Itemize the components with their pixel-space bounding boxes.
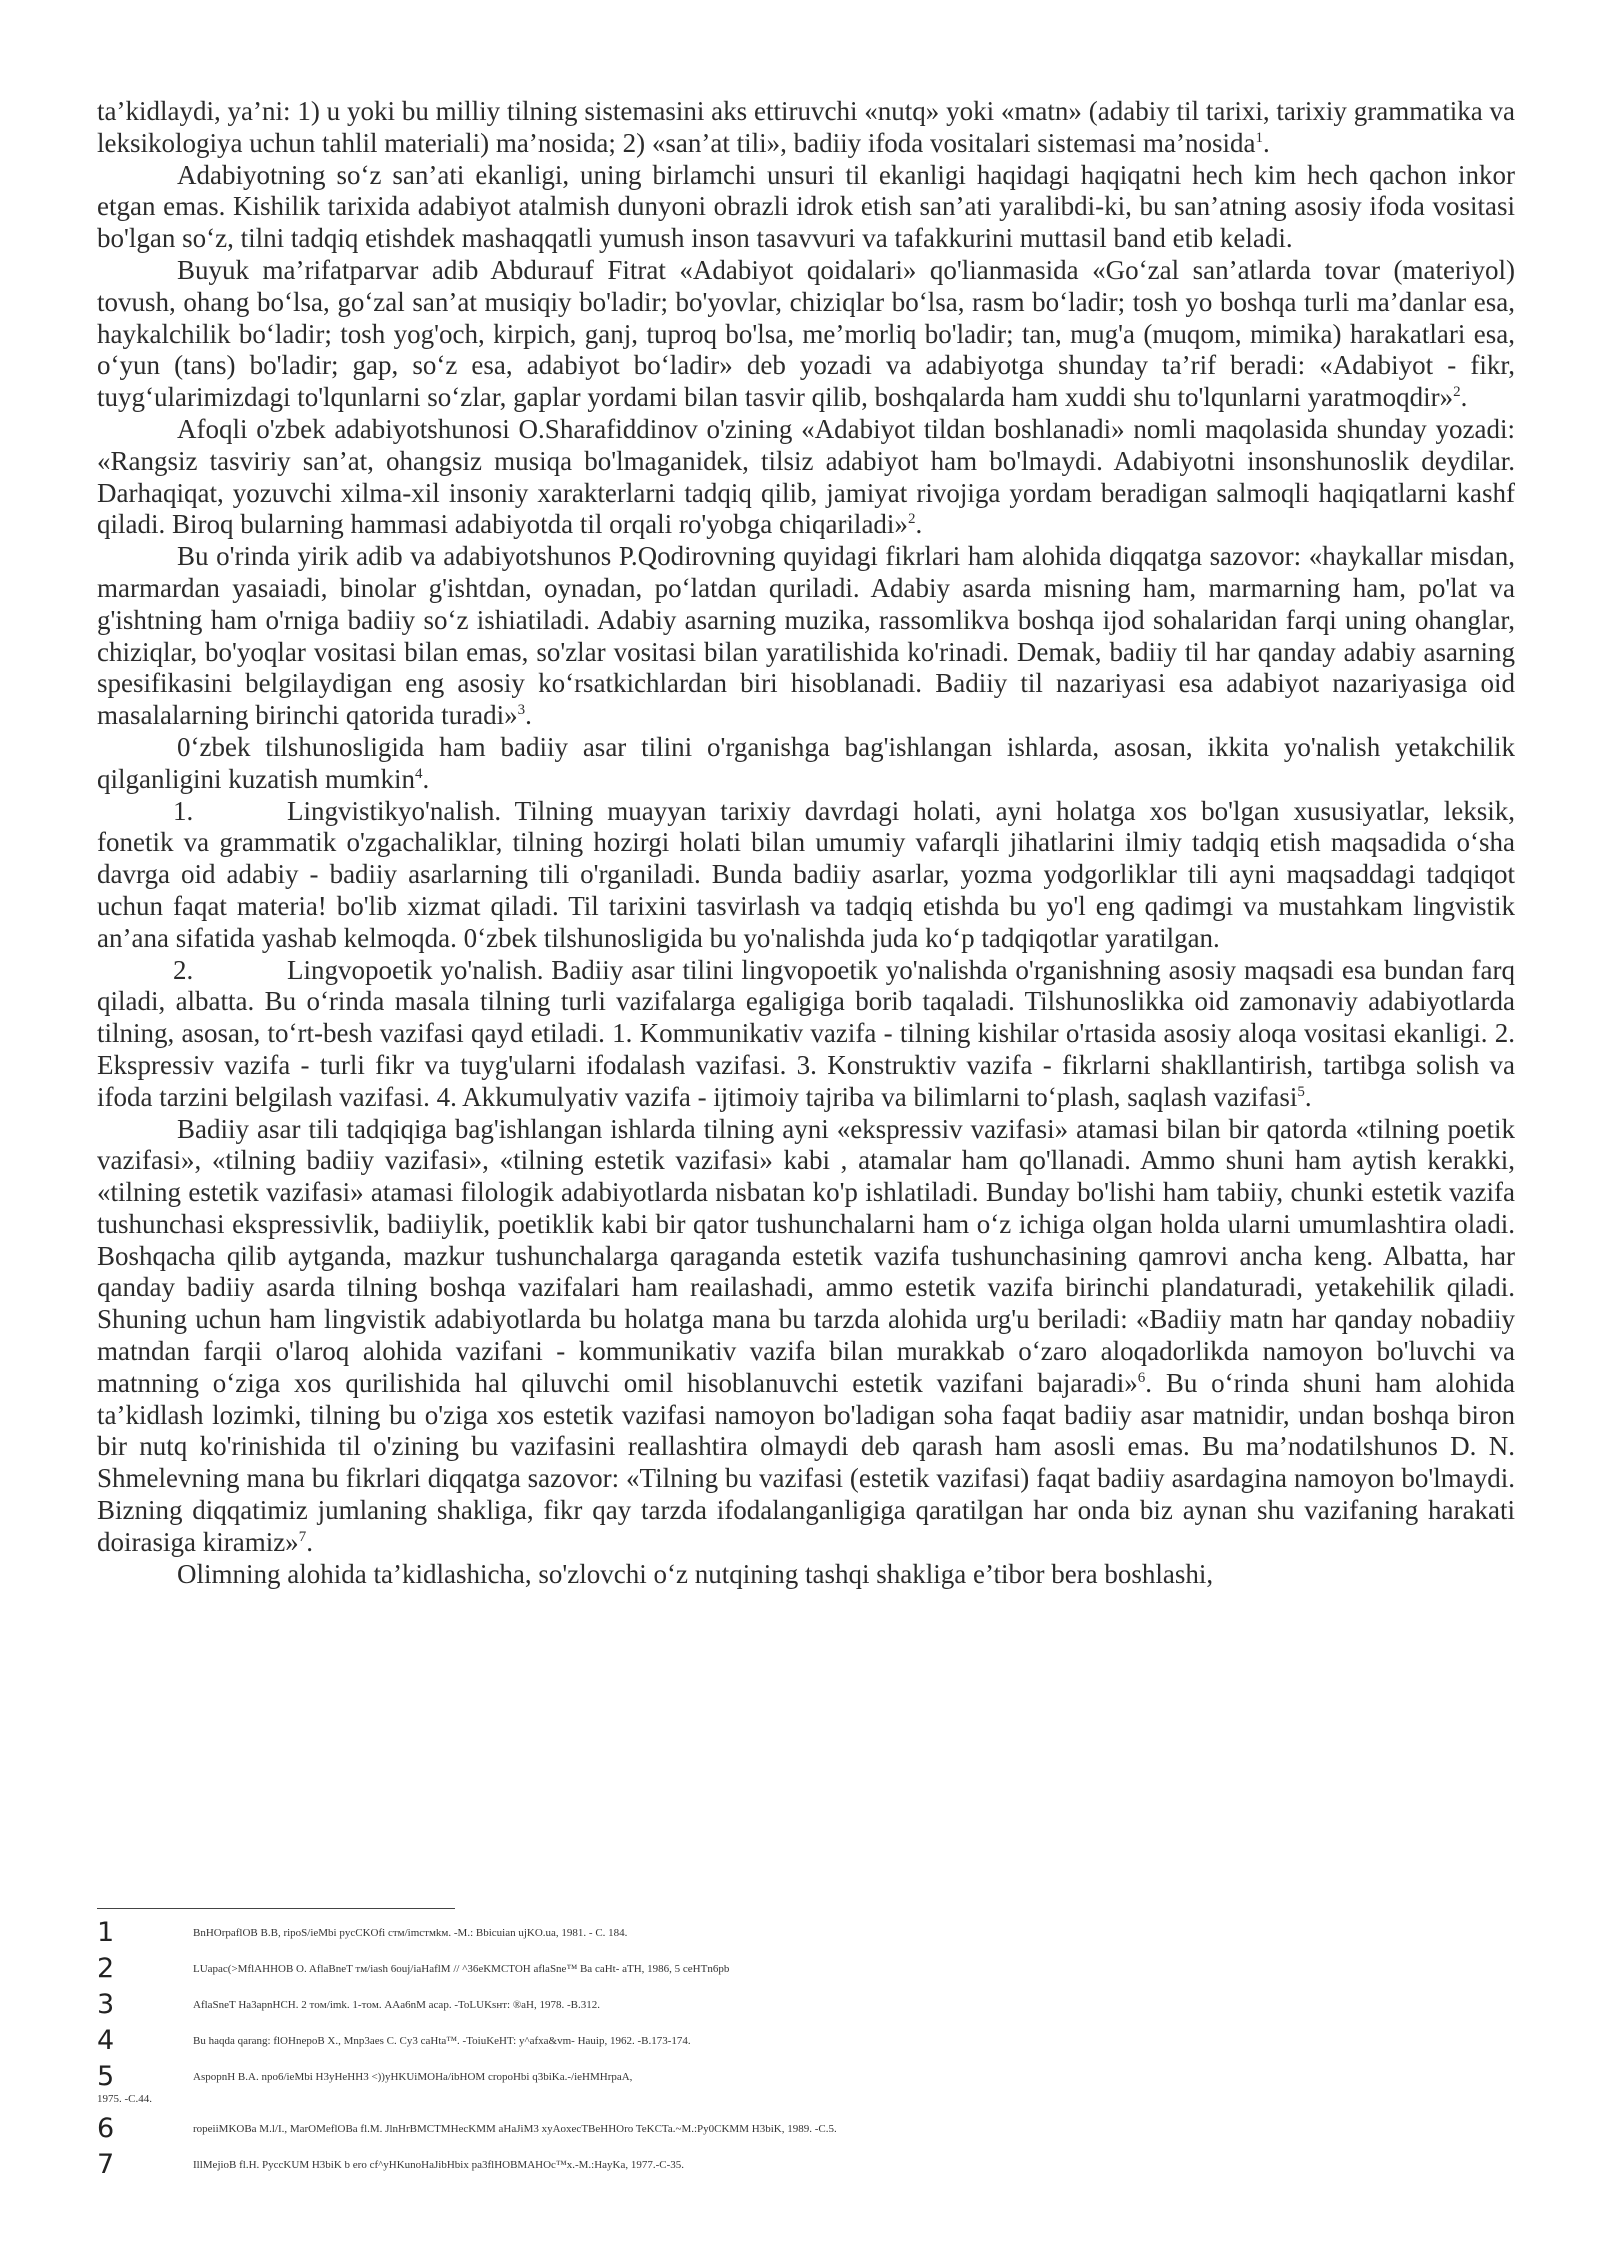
- paragraph-6: 0‘zbek tilshunosligida ham badiiy asar tilini o'rganishga bag'ishlangan ishlarda, asosan, ikkita yo'nalish yetakchilik qilganligini kuzatish mumkin$^4$.: [97, 731, 1515, 794]
- numbered-item-2: 2. Lingvopoetik yo'nalish. Badiiy asar tilini lingvopoetik yo'nalishda o'rganishning asosiy maqsadi esa bundan farq qiladi, albatta. Bu o‘rinda masala tilning turli vazifalarga egaligiga borib taqaladi. Tilshunoslikka oid zamonaviy adabiyotlarda tilning, asosan, to‘rt-besh vazifasi qayd etiladi. 1. Kommunikativ vazifa - tilning kishilar o'rtasida asosiy aloqa vositasi ekanligi. 2. Ekspressiv vazifa - turli fikr va tuyg'ularni ifodalash vazifasi. 3. Konstruktiv vazifa - fikrlarni shakllantirish, tartibga solish va ifoda tarzini belgilash vazifasi. 4. Akkumulyativ vazifa - ijtimoiy tajriba va bilimlarni to‘plash, saqlash vazifasi$^5$.: [97, 954, 1515, 1112]
- numbered-item-1: 1. Lingvistikyo'nalish. Tilning muayyan tarixiy davrdagi holati, ayni holatga xos bo'lgan xususiyatlar, leksik, fonetik va grammatik o'zgachaliklar, tilning hozirgi holati bilan umumiy vafarqli jihatlarini ilmiy tadqiq etish maqsadida o‘sha davrga oid adabiy - badiiy asarlarning tili o'rganiladi. Bunda badiiy asarlar, yozma yodgorliklar tili ayni maqsaddagi tadqiqot uchun faqat materia! bo'lib xizmat qiladi. Til tarixini tasvirlash va tadqiq etishda bu yo'l eng qadimgi va mustahkam lingvistik an’ana sifatida yashab kelmoqda. 0‘zbek tilshunosligida bu yo'nalishda juda ko‘p tadqiqotlar yaratilgan.: [97, 795, 1515, 953]
- footnote-7: 7 IllMejioB fl.H. PyccKUM H3biK b ero cf^yHKunoHaJibHbix pa3flHOBMAHOc™x.-M.:HayKa, 1977.-C-35.: [97, 2149, 685, 2180]
- paragraph-4: Afoqli o'zbek adabiyotshunosi O.Sharafiddinov o'zining «Adabiyot tildan boshlanadi» nomli maqolasida shunday yozadi: «Rangsiz tasviriy san’at, ohangsiz musiqa bo'lmaganidek, tilsiz adabiyot ham bo'lmaydi. Adabiyotni insonshunoslik deydilar. Darhaqiqat, yozuvchi xilma-xil insoniy xarakterlarni tadqiq qilib, jamiyat rivojiga yordam beradigan salmoqli haqiqatlarni kashf qiladi. Biroq bularning hammasi adabiyotda til orqali ro'yobga chiqariladi»$^2$.: [97, 413, 1515, 540]
- footnote-6: 6 ropeiiMKOBa M.l/I., MarOMeflOBa fl.M. JlnHrBMCTMHecKMM aHaJiM3 xyAoxecTBeHHOro TeKCTa.~M.:Py0CKMM H3biK, 1989. -C.5.: [97, 2113, 837, 2144]
- paragraph-1: ta’kidlaydi, ya’ni: 1) u yoki bu milliy tilning sistemasini aks ettiruvchi «nutq» yoki «matn» (adabiy til tarixi, tarixiy grammatika va leksikologiya uchun tahlil materiali) ma’nosida; 2) «san’at tili», badiiy ifoda vositalari sistemasi ma’nosida$^1$.: [97, 96, 1515, 158]
- footnote-ref: 1: [1255, 129, 1263, 146]
- item-number: 2.: [173, 954, 194, 985]
- document-body: [97, 96, 1515, 1590]
- footnote-ref: 2: [1453, 384, 1461, 401]
- footnote-ref: 4: [414, 765, 423, 782]
- item-number: 1.: [173, 795, 194, 826]
- paragraph-9: Badiiy asar tili tadqiqiga bag'ishlangan ishlarda tilning ayni «ekspressiv vazifasi» atamasi bilan bir qatorda «tilning poetik vazifasi», «tilning badiiy vazifasi», «tilning estetik vazifasi» kabi , atamalar ham qo'llanadi. Ammo shuni ham aytish kerakki, «tilning estetik vazifasi» atamasi filologik adabiyotlarda nisbatan ko'p ishlatiladi. Bunday bo'lishi ham tabiiy, chunki estetik vazifa tushunchasi ekspressivlik, badiiylik, poetiklik kabi bir qator tushunchalarni ham o‘z ichiga olgan holda ularni umumlashtira oladi. Boshqacha qilib aytganda, mazkur tushunchalarga qaraganda estetik vazifa tushunchasining qamrovi ancha keng. Albatta, har qanday badiiy asarda tilning boshqa vazifalari ham reailashadi, ammo estetik vazifa birinchi plandaturadi, yetakehilik qiladi. Shuning uchun ham lingvistik adabiyotlarda bu holatga mana bu tarzda alohida urg'u beriladi: «Badiiy matn har qanday nobadiiy matndan farqii o'laroq alohida vazifani - kommunikativ vazifa bilan murakkab o‘zaro aloqadorlikda namoyon bo'luvchi va matnning o‘ziga xos qurilishida hal qiluvchi omil hisoblanuvchi estetik vazifani bajaradi»$^6$. Bu o‘rinda shuni ham alohida ta’kidlash lozimki, tilning bu o'ziga xos estetik vazifasi namoyon bo'ladigan soha faqat badiiy asar matnidir, undan boshqa biron bir nutq ko'rinishida til o'zining bu vazifasini reallashtira olmaydi deb qarash ham asosli emas. Bu ma’nodatilshunos D. N. Shmelevning mana bu fikrlari diqqatga sazovor: «Tilning bu vazifasi (estetik vazifasi) faqat badiiy asardagina namoyon bo'lmaydi. Bizning diqqatimiz jumlaning shakliga, fikr qay tarzda ifodalanganligiga qaratilgan har onda biz aynan shu vazifaning harakati doirasiga kiramiz»$^7$.: [97, 1113, 1515, 1557]
- footnotes: [97, 1916, 1517, 2184]
- footnote-4: 4 Bu haqda qarang: flOHnepoB X., Mnp3aes C. Cy3 caHta™. -ToiuKeHT: y^afxa&vm- Hauip, 1962. -B.173-174.: [97, 2025, 691, 2056]
- footnote-ref: 5: [1297, 1083, 1305, 1100]
- paragraph-3: Buyuk ma’rifatparvar adib Abdurauf Fitrat «Adabiyot qoidalari» qo'lianmasida «Go‘zal san’atlarda tovar (materiyol) tovush, ohang bo‘lsa, go‘zal san’at musiqiy bo'ladir; bo'yovlar, chiziqlar bo‘lsa, rasm bo‘ladir; tosh yo boshqa turli ma’danlar esa, haykalchilik bo‘ladir; tosh yog'och, kirpich, ganj, tuproq bo'lsa, me’morliq bo'ladir; tan, mug'a (muqom, mimika) harakatlari esa, o‘yun (tans) bo'ladir; gap, so‘z esa, adabiyot bo‘ladir» deb yozadi va adabiyotga shunday ta’rif beradi: «Adabiyot - fikr, tuyg‘ularimizdagi to'lqunlarni so‘zlar, gaplar yordami bilan tasvir qilib, boshqalarda ham xuddi shu to'lqunlarni yaratmoqdir»$^2$.: [97, 254, 1515, 413]
- paragraph-2: Adabiyotning so‘z san’ati ekanligi, uning birlamchi unsuri til ekanligi haqidagi haqiqatni hech kim hech qachon inkor etgan emas. Kishilik tarixida adabiyot atalmish dunyoni obrazli idrok etish san’ati yaralibdi-ki, bu san’atning asosiy ifoda vositasi bo'lgan so‘z, tilni tadqiq etishdek mashaqqatli yumush inson tasavvuri va tafakkurini muttasil band etib keladi.: [97, 159, 1515, 254]
- footnote-2: 2 LUapac(>MflAHHOB O. AflaBneT тм/iash 6ouj/iaHaflM // ^36eKMCTOH aflaSne™ Ba caHt- aTH, 1986, 5 ceHTn6pb: [97, 1953, 730, 1984]
- footnote-5-continuation: 1975. -C.44.: [97, 2093, 152, 2105]
- footnote-3: 3 AflaSneT Ha3apnHCH. 2 тoм/imk. 1-тoм. AAa6nM acap. -ToLUKsнт: ®aH, 1978. -B.312.: [97, 1989, 600, 2020]
- footnote-5: 5 AspopnH B.A. npo6/ieMbi H3yHeHH3 <))yHKUiMOHa/ibHOM cropoHbi q3biKa.-/ieHMHrpaA,: [97, 2061, 633, 2092]
- footnote-1: 1 BnHOrpaflOB B.B, ripoS/ieMbi pycCKOfi стм/imcтмkм. -M.: Bbicuian ujKO.ua, 1981. - C. 184.: [97, 1917, 628, 1948]
- footnote-ref: 3: [517, 702, 526, 719]
- footnote-ref: 7: [298, 1528, 307, 1545]
- paragraph-5: Bu o'rinda yirik adib va adabiyotshunos P.Qodirovning quyidagi fikrlari ham alohida diqqatga sazovor: «haykallar misdan, marmardan yasaiadi, binolar g'ishtdan, oynadan, po‘latdan quriladi. Adabiy asarda misning ham, marmarning ham, po'lat va g'ishtning ham o'rniga badiiy so‘z ishiatiladi. Adabiy asarning muzika, rassomlikva boshqa ijod sohalaridan farqi uning ohanglar, chiziqlar, bo'yoqlar vositasi bilan emas, so'zlar vositasi bilan yaratilishida ko'rinadi. Demak, badiiy til har qanday adabiy asarning spesifikasini belgilaydigan eng asosiy ko‘rsatkichlardan biri hisoblanadi. Badiiy til nazariyasi esa adabiyot nazariyasiga oid masalalarning birinchi qatorida turadi»$^3$.: [97, 541, 1515, 731]
- footnote-ref: 2: [907, 511, 916, 528]
- paragraph-10: Olimning alohida ta’kidlashicha, so'zlovchi o‘z nutqining tashqi shakliga e’tibor bera boshlashi,: [177, 1558, 1214, 1589]
- footnote-ref: 6: [1137, 1369, 1146, 1386]
- footnote-divider: [97, 1908, 455, 1909]
